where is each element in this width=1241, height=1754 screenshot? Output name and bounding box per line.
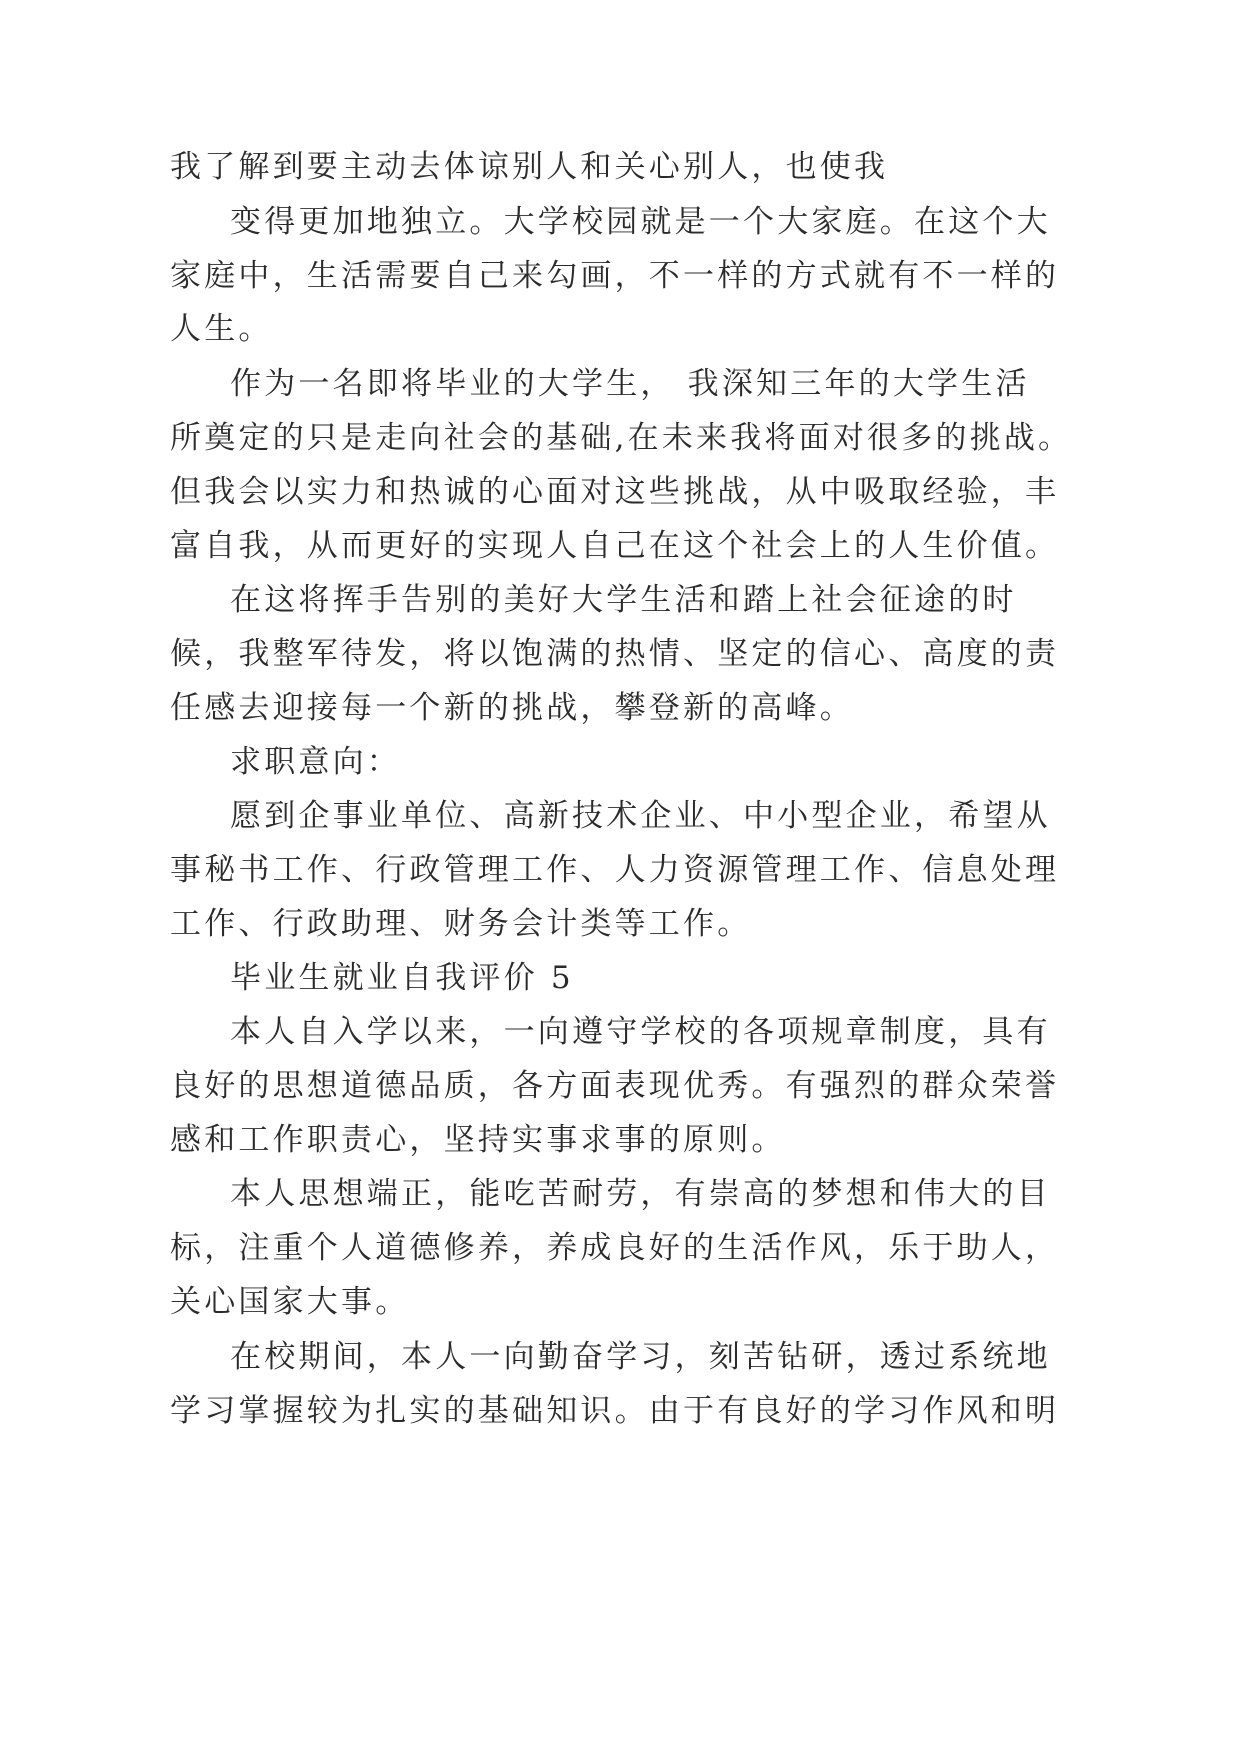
text-line: 变得更加地独立。大学校园就是一个大家庭。在这个大	[230, 204, 1051, 240]
text-line: 候，我整军待发，将以饱满的热情、坚定的信心、高度的责	[170, 636, 1060, 672]
text-line: 感和工作职责心，坚持实事求事的原则。	[170, 1122, 786, 1158]
text-line: 富自我，从而更好的实现人自己在这个社会上的人生价值。	[170, 528, 1060, 564]
text-line: 本人自入学以来，一向遵守学校的各项规章制度，具有	[230, 1014, 1051, 1050]
text-line: 作为一名即将毕业的大学生， 我深知三年的大学生活	[230, 366, 1030, 402]
section-heading: 毕业生就业自我评价 5	[230, 960, 574, 996]
text-line: 工作、行政助理、财务会计类等工作。	[170, 906, 752, 942]
text-line: 在校期间，本人一向勤奋学习，刻苦钻研，透过系统地	[230, 1339, 1051, 1375]
text-line: 标，注重个人道德修养，养成良好的生活作风，乐于助人，	[170, 1230, 1060, 1266]
text-line: 我了解到要主动去体谅别人和关心别人，也使我	[170, 149, 889, 185]
text-line: 人生。	[170, 311, 273, 347]
text-line: 学习掌握较为扎实的基础知识。由于有良好的学习作风和明	[170, 1393, 1060, 1429]
text-line: 关心国家大事。	[170, 1284, 410, 1320]
text-line: 但我会以实力和热诚的心面对这些挑战，从中吸取经验，丰	[170, 474, 1060, 510]
text-line: 良好的思想道德品质，各方面表现优秀。有强烈的群众荣誉	[170, 1068, 1060, 1104]
text-line: 愿到企事业单位、高新技术企业、中小型企业，希望从	[230, 798, 1051, 834]
text-line: 家庭中，生活需要自己来勾画，不一样的方式就有不一样的	[170, 258, 1060, 294]
text-line: 任感去迎接每一个新的挑战，攀登新的高峰。	[170, 690, 854, 726]
text-line: 本人思想端正，能吃苦耐劳，有崇高的梦想和伟大的目	[230, 1176, 1051, 1212]
text-line: 在这将挥手告别的美好大学生活和踏上社会征途的时	[230, 582, 1017, 618]
section-heading: 求职意向：	[230, 744, 401, 780]
text-line: 事秘书工作、行政管理工作、人力资源管理工作、信息处理	[170, 852, 1060, 888]
text-line: 所奠定的只是走向社会的基础,在未来我将面对很多的挑战。	[170, 420, 1073, 456]
